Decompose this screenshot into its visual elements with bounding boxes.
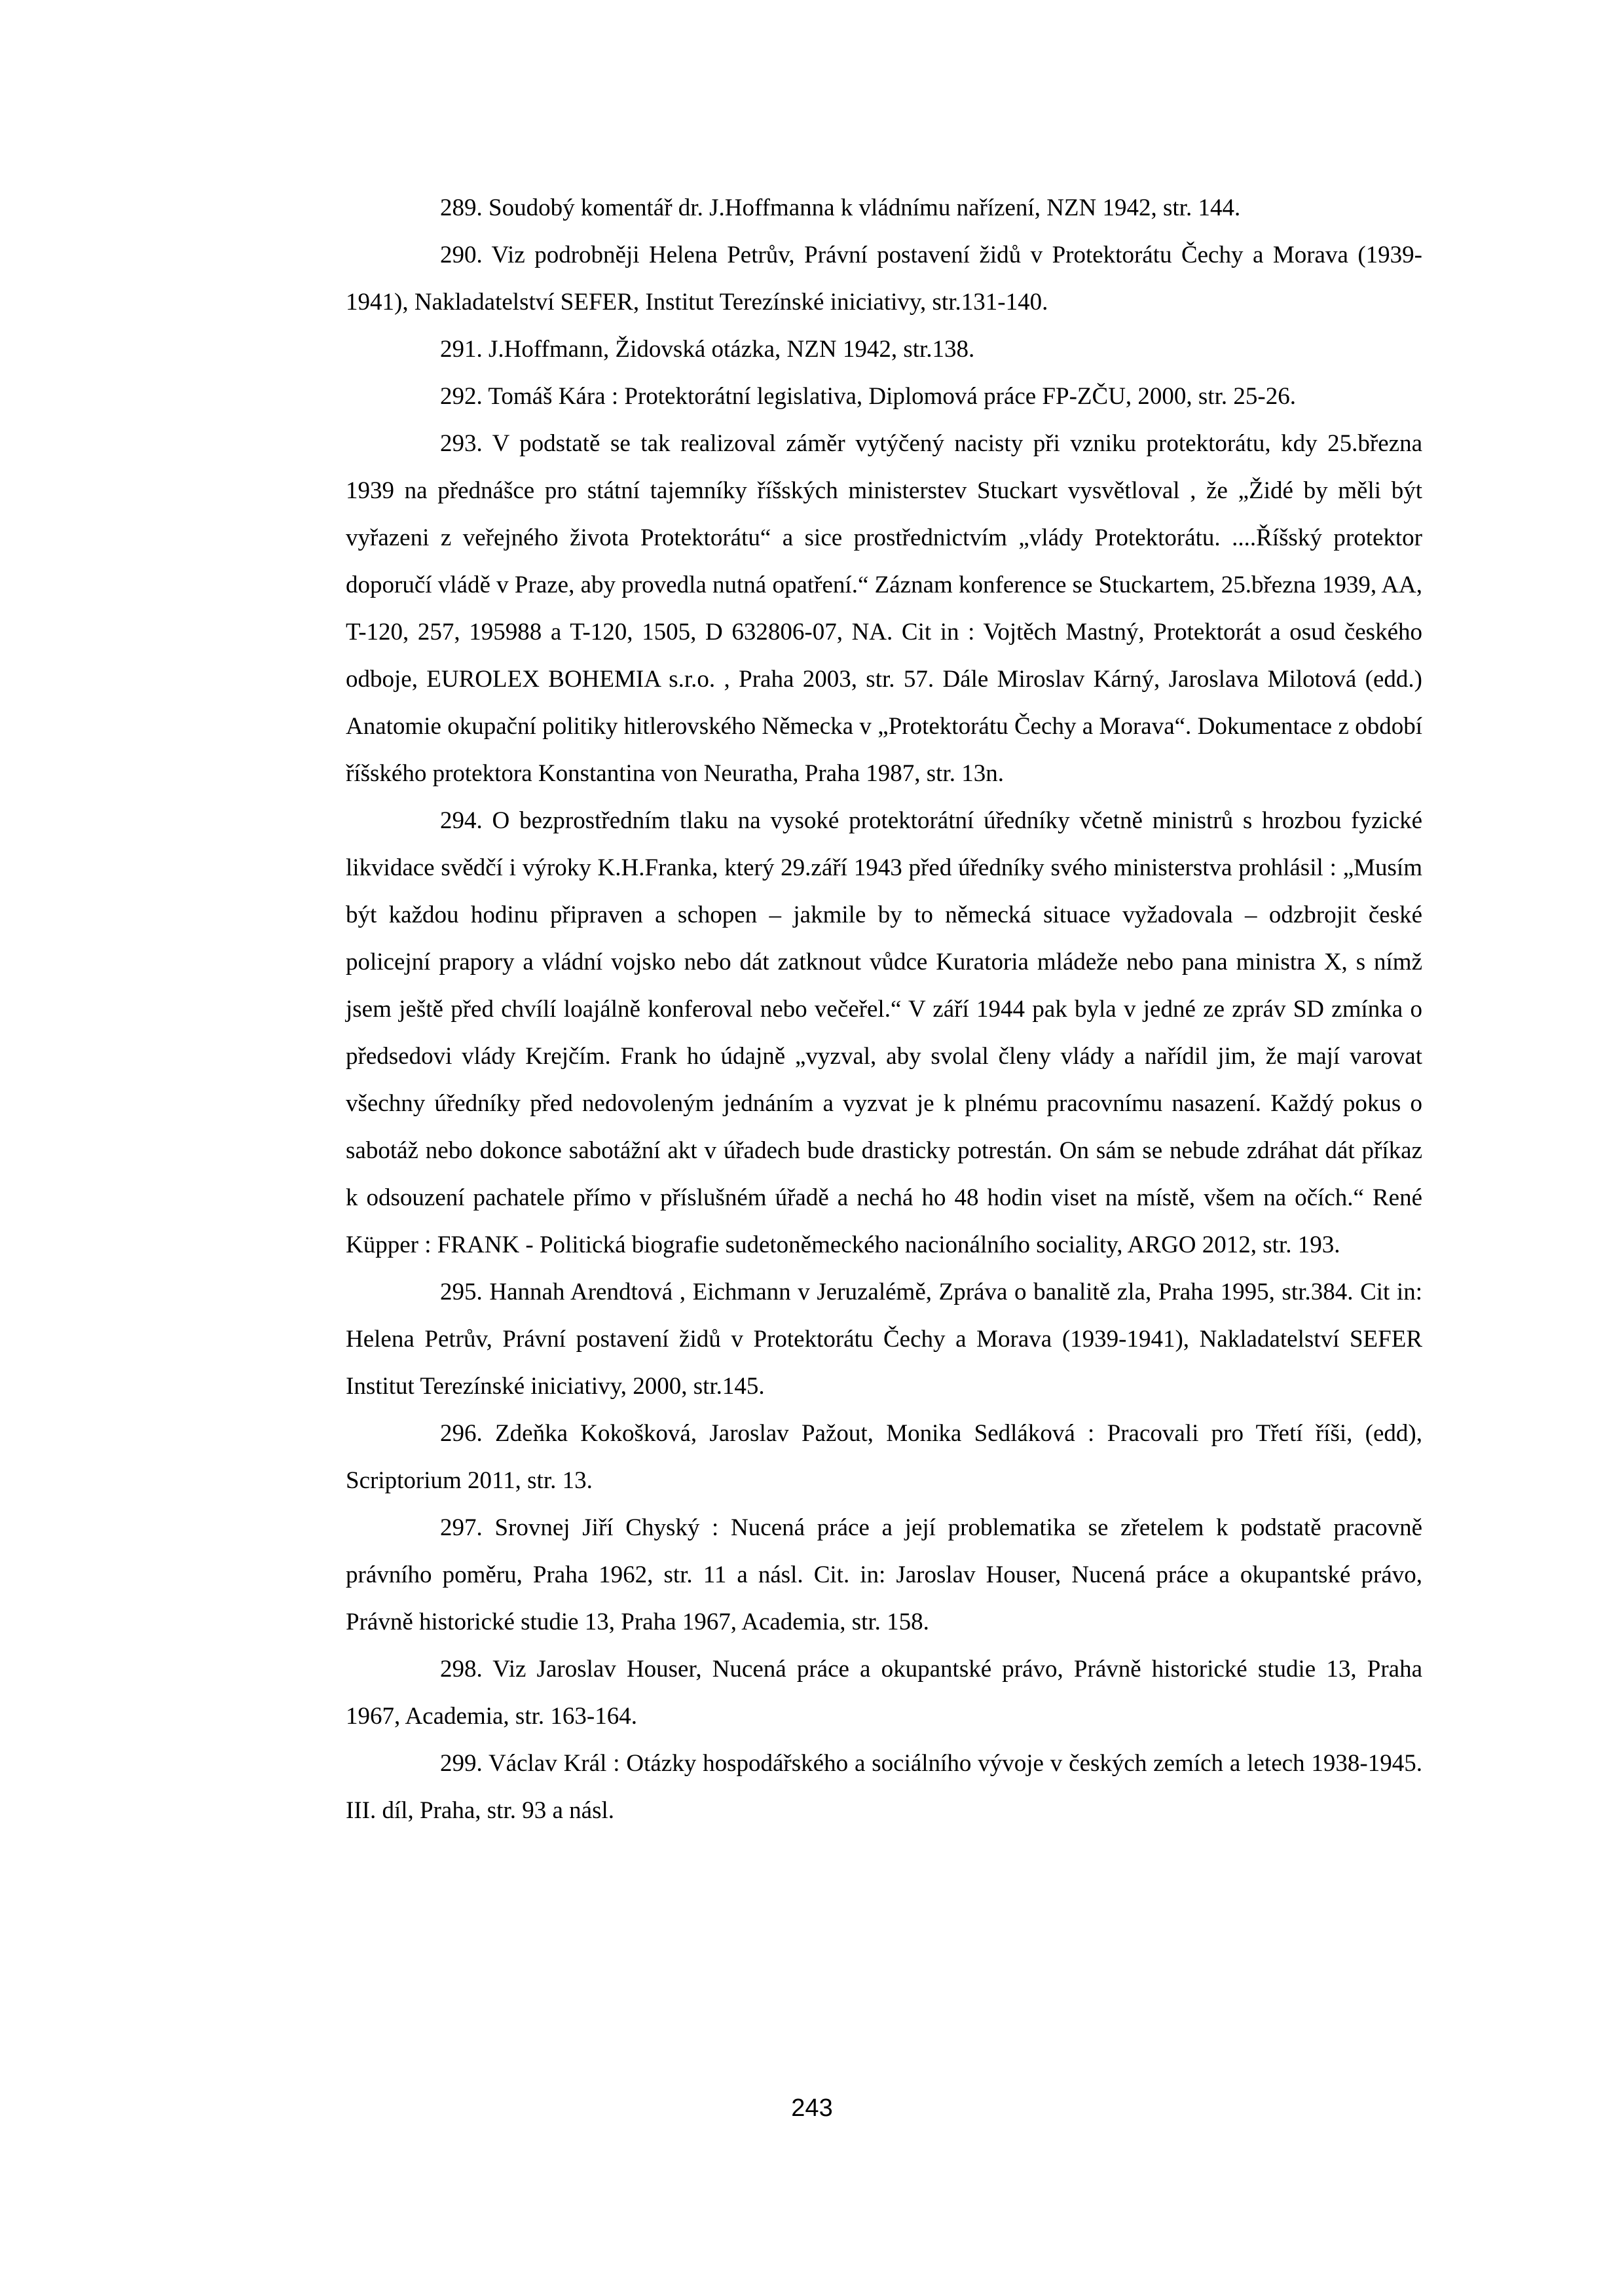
footnote-290: 290. Viz podrobněji Helena Petrův, Právní postavení židů v Protektorátu Čechy a Morava (1939-1941), Nakladatelství SEFER, Institut Terezínské iniciativy, str.131-140. xyxy=(346,242,1422,316)
footnote-297: 297. Srovnej Jiří Chyský : Nucená práce a její problematika se zřetelem k podstatě pracovně právního poměru, Praha 1962, str. 11 a násl. Cit. in: Jaroslav Houser, Nucená práce a okupantské právo, Právně historické studie 13, Praha 1967, Academia, str. 158. xyxy=(346,1514,1422,1635)
footnote-292: 292. Tomáš Kára : Protektorátní legislativa, Diplomová práce FP-ZČU, 2000, str. 25-26. xyxy=(440,383,1296,410)
footnote-296: 296. Zdeňka Kokošková, Jaroslav Pažout, Monika Sedláková : Pracovali pro Třetí říši, (edd), Scriptorium 2011, str. 13. xyxy=(346,1420,1422,1494)
footnote-293: 293. V podstatě se tak realizoval záměr vytýčený nacisty při vzniku protektorátu, kdy 25.března 1939 na přednášce pro státní tajemníky říšských ministerstev Stuckart vysvětloval , že „Židé by měli být vyřazeni z veřejného života Protektorátu“ a sice prostřednictvím „vlády Protektorátu. ....Říšský protektor doporučí vládě v Praze, aby provedla nutná opatření.“ Záznam konference se Stuckartem, 25.března 1939, AA, T-120, 257, 195988 a T-120, 1505, D 632806-07, NA. Cit in : Vojtěch Mastný, Protektorát a osud českého odboje, EUROLEX BOHEMIA s.r.o. , Praha 2003, str. 57. Dále Miroslav Kárný, Jaroslava Milotová (edd.) Anatomie okupační politiky hitlerovského Německa v „Protektorátu Čechy a Morava“. Dokumentace z období říšského protektora Konstantina von Neuratha, Praha 1987, str. 13n. xyxy=(346,430,1422,787)
footnote-295: 295. Hannah Arendtová , Eichmann v Jeruzalémě, Zpráva o banalitě zla, Praha 1995, str.384. Cit in: Helena Petrův, Právní postavení židů v Protektorátu Čechy a Morava (1939-1941), Nakladatelství SEFER Institut Terezínské iniciativy, 2000, str.145. xyxy=(346,1279,1422,1400)
footnote-298: 298. Viz Jaroslav Houser, Nucená práce a okupantské právo, Právně historické studie 13, Praha 1967, Academia, str. 163-164. xyxy=(346,1656,1422,1730)
footnote-291: 291. J.Hoffmann, Židovská otázka, NZN 1942, str.138. xyxy=(440,336,975,363)
footnotes-section xyxy=(346,185,1422,1834)
footnote-294: 294. O bezprostředním tlaku na vysoké protektorátní úředníky včetně ministrů s hrozbou fyzické likvidace svědčí i výroky K.H.Franka, který 29.září 1943 před úředníky svého ministerstva prohlásil : „Musím být každou hodinu připraven a schopen – jakmile by to německá situace vyžadovala – odzbrojit české policejní prapory a vládní vojsko nebo dát zatknout vůdce Kuratoria mládeže nebo pana ministra X, s nímž jsem ještě před chvílí loajálně konferoval nebo večeřel.“ V září 1944 pak byla v jedné ze zpráv SD zmínka o předsedovi vlády Krejčím. Frank ho údajně „vyzval, aby svolal členy vlády a nařídil jim, že mají varovat všechny úředníky před nedovoleným jednáním a vyzvat je k plnému pracovnímu nasazení. Každý pokus o sabotáž nebo dokonce sabotážní akt v úřadech bude drasticky potrestán. On sám se nebude zdráhat dát příkaz k odsouzení pachatele přímo v příslušném úřadě a nechá ho 48 hodin viset na místě, všem na očích.“ René Küpper : FRANK - Politická biografie sudetoněmeckého nacionálního sociality, ARGO 2012, str. 193. xyxy=(346,807,1422,1258)
footnote-289: 289. Soudobý komentář dr. J.Hoffmanna k vládnímu nařízení, NZN 1942, str. 144. xyxy=(440,194,1241,221)
footnote-299: 299. Václav Král : Otázky hospodářského a sociálního vývoje v českých zemích a letech 1938-1945. III. díl, Praha, str. 93 a násl. xyxy=(346,1750,1422,1824)
page-number: 243 xyxy=(791,2094,833,2122)
